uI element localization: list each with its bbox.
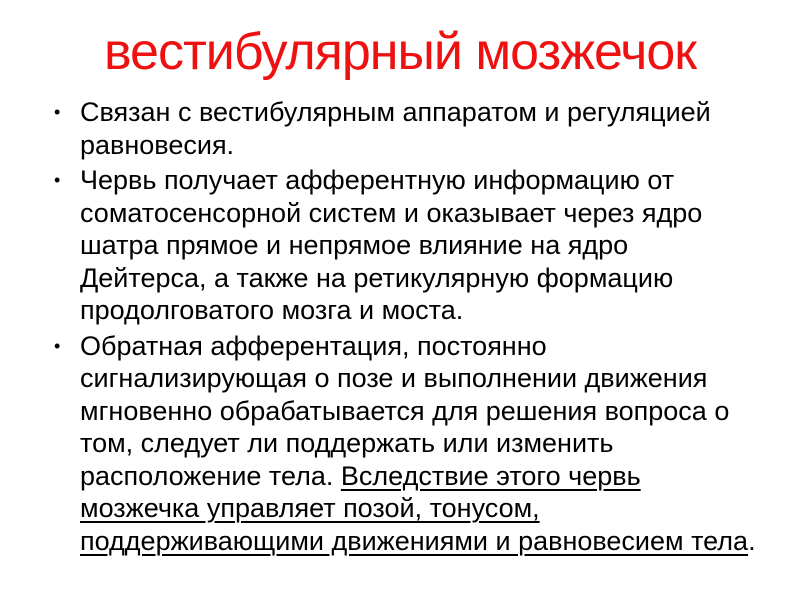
bullet-marker-icon: • <box>54 102 61 122</box>
bullet-text-3 <box>80 330 760 558</box>
bullet-text-3-underlined: Вследствие этого червь мозжечка управляет позой, тонусом, поддерживающими движениями и равновесием тела <box>80 460 749 556</box>
bullet-list <box>0 96 800 557</box>
bullet-text-3-plain: Обратная афферентация, постоянно сигнализирующая о позе и выполнении движения мгновенно обрабатывается для решения вопроса о том, следует ли поддержать или изменить расположение тела. <box>80 330 730 491</box>
bullet-text-3-period: . <box>748 525 756 556</box>
bullet-item-1 <box>54 96 760 161</box>
bullet-item-3 <box>54 330 760 558</box>
bullet-item-2 <box>54 164 760 327</box>
bullet-marker-icon: • <box>54 170 61 190</box>
bullet-text-1: Связан с вестибулярным аппаратом и регуляцией равновесия. <box>80 97 711 160</box>
bullet-marker-icon: • <box>54 335 61 356</box>
bullet-text-2: Червь получает афферентную информацию от соматосенсорной систем и оказывает через ядро шатра прямое и непрямое влияние на ядро Дейтерса, а также на ретикулярную формацию продолговатого мозга и моста. <box>80 165 703 325</box>
slide-title: вестибулярный мозжечок <box>104 23 696 81</box>
